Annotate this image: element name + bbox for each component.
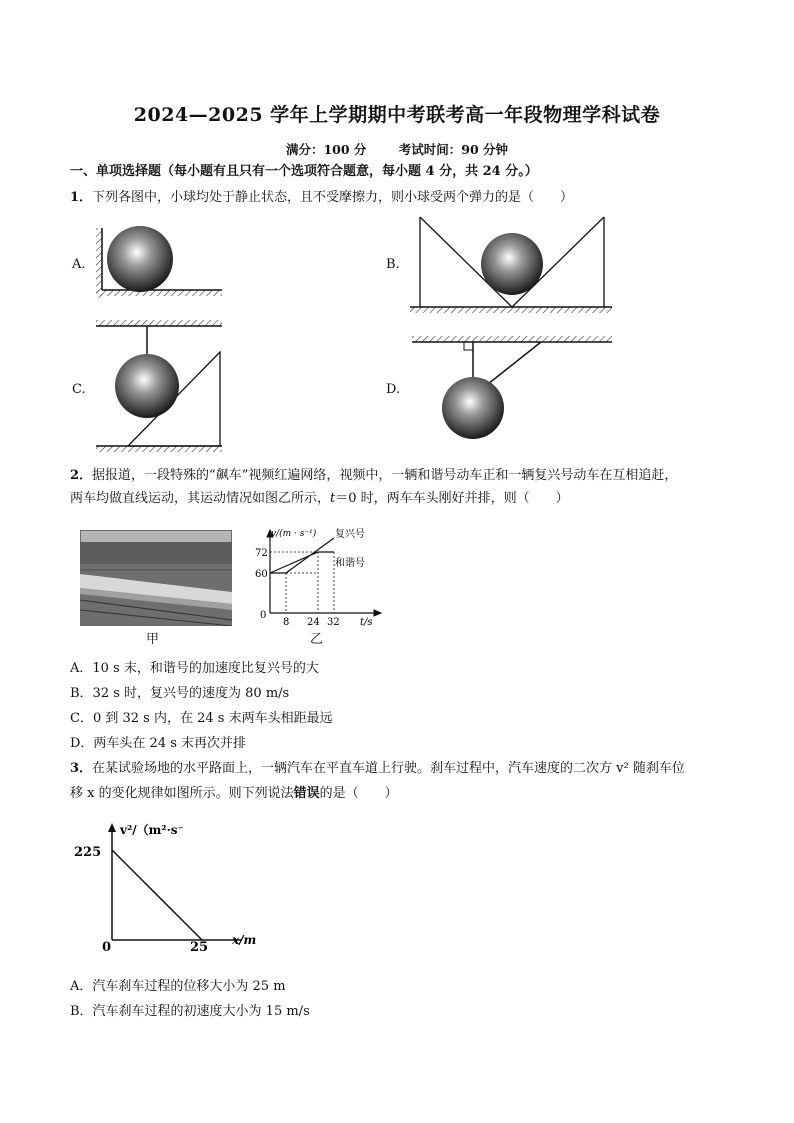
series-v2 <box>112 850 202 940</box>
question-3-line-2 <box>70 785 398 803</box>
vt-xlabel: t/s <box>360 617 373 628</box>
question-number: 2． <box>70 468 93 483</box>
x-arrow <box>374 610 381 616</box>
train-photo <box>80 530 232 626</box>
question-number: 1． <box>70 190 93 205</box>
question-text: 在某试验场地的水平路面上，一辆汽车在平直车道上行驶。刹车过程中，汽车速度的二次方 v² 随刹车位 <box>92 761 685 776</box>
q2-option-d: D．两车头在 24 s 末再次并排 <box>70 736 247 751</box>
emphasis-wrong: 错误 <box>293 786 320 801</box>
figure-a <box>96 226 222 298</box>
q1-label-c: C. <box>72 382 86 397</box>
figure-b <box>410 217 612 313</box>
series-和谐号 <box>270 552 334 573</box>
q1-label-d: D. <box>386 382 401 397</box>
q2-option-c: C．0 到 32 s 内，在 24 s 末两车头相距最远 <box>70 711 333 726</box>
q2-option-a: A．10 s 末，和谐号的加速度比复兴号的大 <box>70 661 319 676</box>
x-tick-32: 32 <box>327 617 340 628</box>
x-tick-8: 8 <box>283 617 290 628</box>
question-text: 据报道，一段特殊的“飙车”视频红遍网络，视频中，一辆和谐号动车正和一辆复兴号动车在互相追赶， <box>92 468 678 483</box>
question-text: ＝0 时，两车车头刚好并排，则（ ） <box>335 491 569 506</box>
legend-hexie: 和谐号 <box>335 558 365 569</box>
q3-option-a: A．汽车刹车过程的位移大小为 25 m <box>70 979 286 994</box>
exam-time: 考试时间：90 分钟 <box>398 142 509 157</box>
section-heading: 一、单项选择题（每小题有且只有一个选项符合题意，每小题 4 分，共 24 分。） <box>70 164 538 179</box>
series-复兴号 <box>270 538 334 573</box>
caption-yi: 乙 <box>310 632 324 647</box>
x-tick-24: 24 <box>307 617 320 628</box>
origin-0: 0 <box>102 940 112 955</box>
x-value-25: 25 <box>190 940 209 955</box>
question-text: 移 x 的变化规律如图所示。则下列说法 <box>70 786 294 801</box>
y-tick-72: 72 <box>255 548 268 559</box>
question-2-line-2 <box>70 490 569 508</box>
v2-xlabel: x/m <box>232 933 257 947</box>
ball <box>107 226 173 292</box>
q3-option-b: B．汽车刹车过程的初速度大小为 15 m/s <box>70 1004 310 1019</box>
y-tick-60: 60 <box>255 569 268 580</box>
y-tick-0: 0 <box>260 610 267 621</box>
q1-label-b: B. <box>386 257 400 272</box>
exam-title: 2024—2025 学年上学期期中考联考高一年段物理学科试卷 <box>133 104 661 126</box>
question-text: 两车均做直线运动，其运动情况如图乙所示， <box>70 491 331 506</box>
q1-figures <box>0 0 794 470</box>
question-3-line-1 <box>70 760 685 778</box>
caption-jia: 甲 <box>146 632 160 647</box>
question-text: 下列各图中，小球均处于静止状态，且不受摩擦力，则小球受两个弹力的是（ ） <box>92 190 574 205</box>
figure-c <box>96 320 222 452</box>
q2-vt-graph <box>255 528 385 628</box>
ball <box>115 354 179 418</box>
ball <box>481 233 543 295</box>
q1-label-a: A. <box>72 257 86 272</box>
vt-ylabel: v/(m · s⁻¹) <box>271 529 317 539</box>
variable-t: t <box>330 491 336 506</box>
y-value-225: 225 <box>74 845 102 860</box>
full-score: 满分：100 分 <box>285 142 367 157</box>
v2-ylabel: v²/（m²·s⁻ <box>120 823 184 837</box>
q2-option-b: B．32 s 时，复兴号的速度为 80 m/s <box>70 686 290 701</box>
figure-d <box>412 336 612 439</box>
question-number: 3． <box>70 761 93 776</box>
question-text: 的是（ ） <box>319 786 398 801</box>
legend-fuxing: 复兴号 <box>335 529 365 540</box>
y-arrow <box>108 823 116 832</box>
question-2-line-1 <box>70 467 677 485</box>
q3-v2-x-graph <box>72 818 272 958</box>
ball <box>442 377 504 439</box>
